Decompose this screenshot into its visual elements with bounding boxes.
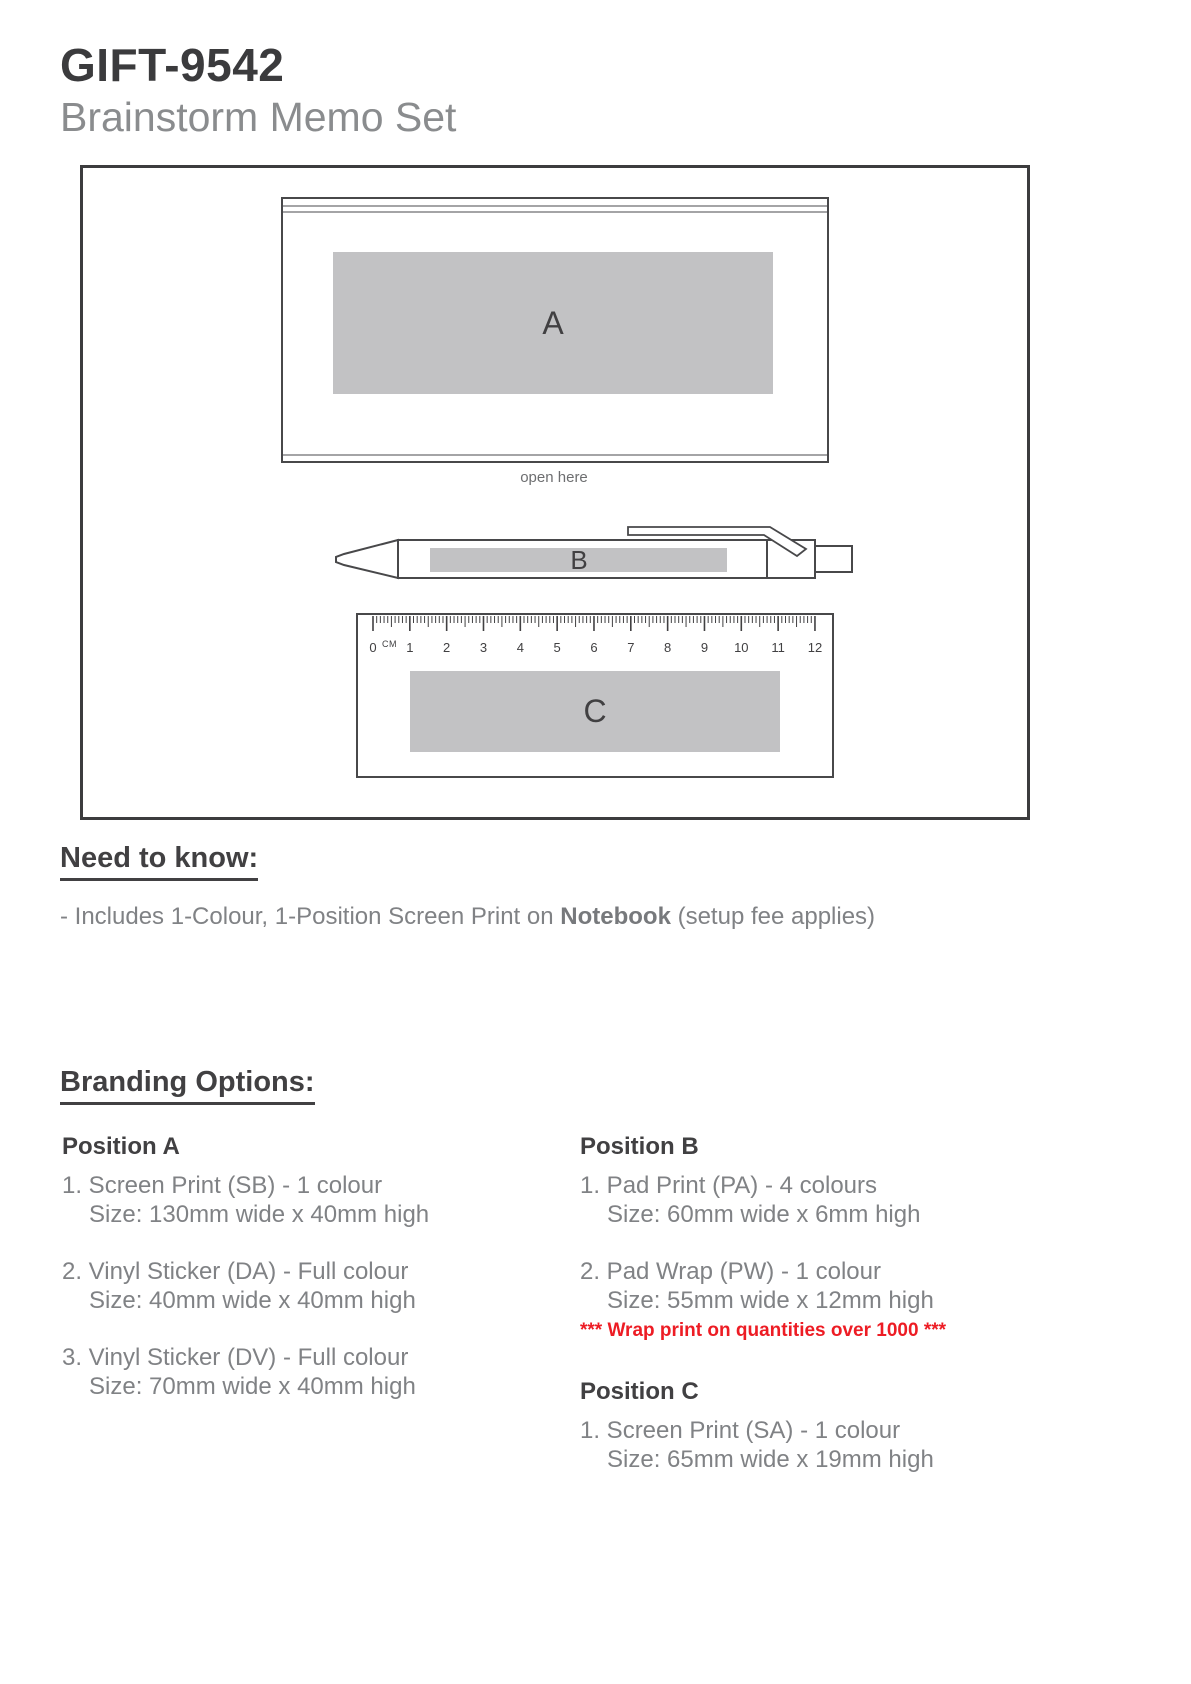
need-to-know-heading: Need to know:: [60, 842, 258, 881]
svg-text:11: 11: [771, 640, 785, 655]
svg-text:12: 12: [807, 640, 823, 655]
svg-text:0: 0: [369, 640, 377, 655]
option-size-line: Size: 55mm wide x 12mm high: [607, 1287, 934, 1314]
option-size-line: Size: 65mm wide x 19mm high: [607, 1446, 934, 1473]
svg-text:6: 6: [590, 640, 598, 655]
position-b-item-1: [580, 1171, 1060, 1229]
print-area-b-label: B: [570, 545, 588, 575]
svg-text:4: 4: [516, 640, 524, 655]
print-area-a-label: A: [542, 305, 564, 341]
position-a-title: Position A: [62, 1133, 180, 1160]
position-a-item-1: [62, 1171, 542, 1229]
option-size-line: Size: 70mm wide x 40mm high: [89, 1373, 416, 1400]
branding-column-left: [62, 1133, 542, 1429]
ruler-unit-label: CM: [382, 639, 397, 649]
svg-text:1: 1: [406, 640, 414, 655]
pen-drawing: [336, 527, 852, 578]
option-line: 1. Pad Print (PA) - 4 colours: [580, 1172, 877, 1199]
option-line: 2. Vinyl Sticker (DA) - Full colour: [62, 1258, 409, 1285]
option-size-line: Size: 40mm wide x 40mm high: [89, 1287, 416, 1314]
option-line: 2. Pad Wrap (PW) - 1 colour: [580, 1258, 881, 1285]
branding-column-right: [580, 1133, 1060, 1502]
position-c-title: Position C: [580, 1378, 699, 1405]
position-a-item-2: [62, 1257, 542, 1315]
note-prefix: - Includes 1-Colour, 1-Position Screen Print on: [60, 903, 561, 930]
option-line: 1. Screen Print (SA) - 1 colour: [580, 1417, 901, 1444]
option-size-line: Size: 60mm wide x 6mm high: [607, 1201, 921, 1228]
option-size-line: Size: 130mm wide x 40mm high: [89, 1201, 430, 1228]
position-b-item-2: [580, 1257, 1060, 1344]
notebook-drawing: [282, 198, 828, 486]
svg-text:5: 5: [553, 640, 561, 655]
option-line: 3. Vinyl Sticker (DV) - Full colour: [62, 1344, 409, 1371]
print-area-c-label: C: [583, 693, 607, 729]
need-to-know-note: [60, 903, 875, 931]
svg-text:8: 8: [664, 640, 672, 655]
position-c-item-1: [580, 1416, 1060, 1474]
note-bold-word: Notebook: [560, 903, 671, 930]
branding-options-heading: Branding Options:: [60, 1066, 315, 1105]
open-here-caption: open here: [520, 469, 588, 486]
position-b-title: Position B: [580, 1133, 699, 1160]
svg-text:9: 9: [700, 640, 709, 655]
pen-tip: [336, 540, 398, 578]
page-title-sku: GIFT-9542: [60, 39, 285, 91]
option-line: 1. Screen Print (SB) - 1 colour: [62, 1172, 383, 1199]
product-diagram: [83, 168, 1027, 817]
svg-text:10: 10: [734, 640, 749, 655]
pen-push-button: [815, 546, 852, 572]
svg-text:2: 2: [443, 640, 451, 655]
wrap-print-warning: *** Wrap print on quantities over 1000 ***: [580, 1320, 947, 1341]
page-title-product: Brainstorm Memo Set: [60, 94, 457, 140]
svg-text:7: 7: [627, 640, 635, 655]
position-a-item-3: [62, 1343, 542, 1401]
svg-text:3: 3: [479, 640, 488, 655]
product-diagram-frame: [80, 165, 1030, 820]
ruler-drawing: [357, 614, 833, 777]
note-suffix: (setup fee applies): [670, 903, 876, 930]
